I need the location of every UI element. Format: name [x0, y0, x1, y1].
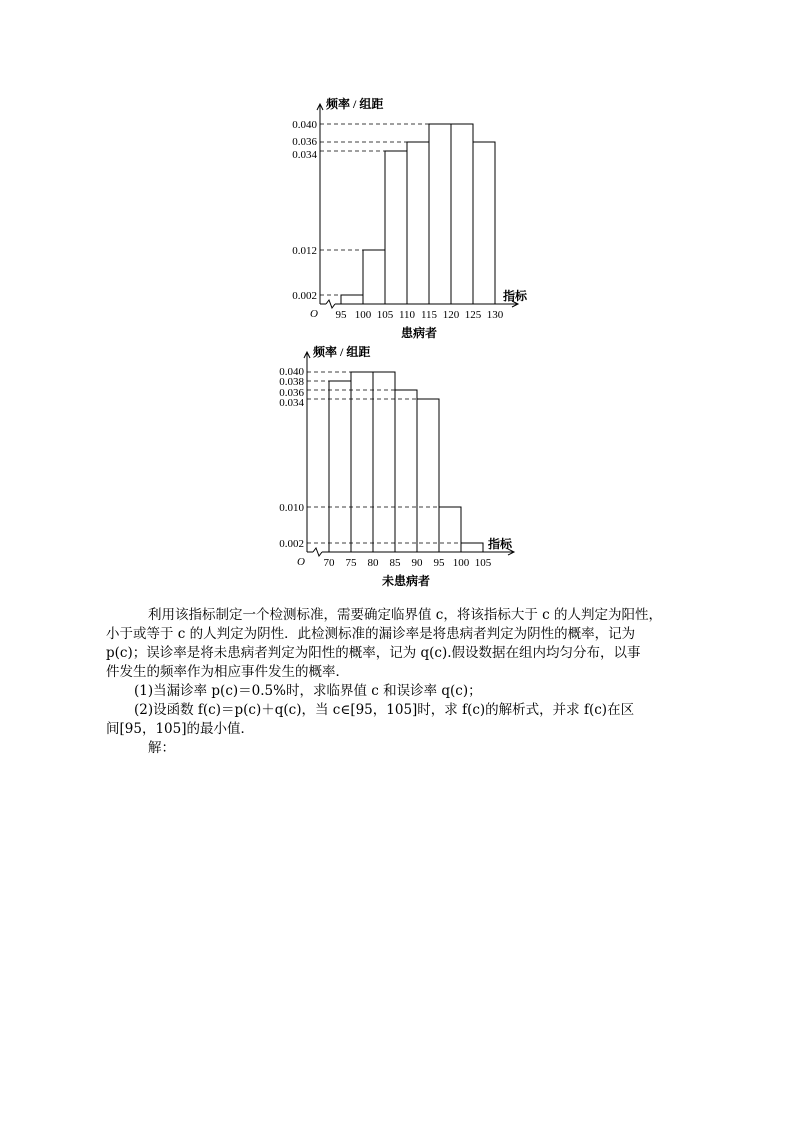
chart2-x-label: 指标: [488, 537, 513, 551]
paragraph-line-3: p(c)；误诊率是将未患病者判定为阳性的概率，记为 q(c).假设数据在组内均匀分布，以事: [106, 645, 641, 661]
chart2-bar: [395, 390, 417, 552]
question-2-line-1: (2)设函数 f(c)＝p(c)＋q(c)，当 c∈[95，105]时，求 f(c)的解析式，并求 f(c)在区: [134, 702, 635, 718]
chart1-axis-break: [326, 300, 335, 308]
chart2-y-tick-label: 0.002: [279, 538, 304, 550]
chart1-y-tick-label: 0.002: [292, 290, 317, 302]
chart2-x-tick-label: 80: [367, 557, 379, 569]
histogram-patients: [292, 96, 528, 340]
chart1-bar: [451, 124, 473, 304]
chart2-bar: [351, 372, 373, 552]
question-1: (1)当漏诊率 p(c)＝0.5%时，求临界值 c 和误诊率 q(c)；: [134, 683, 482, 699]
chart2-y-tick-label: 0.038: [279, 376, 304, 388]
chart2-x-tick-label: 100: [452, 557, 470, 569]
chart1-bar: [341, 295, 363, 304]
chart2-bar: [417, 399, 439, 552]
chart2-x-tick-label: 70: [323, 557, 335, 569]
chart2-bar: [329, 381, 351, 552]
chart2-bar: [439, 507, 461, 552]
chart1-x-tick-label: 95: [335, 309, 347, 321]
chart1-x-tick-label: 125: [464, 309, 482, 321]
chart1-y-tick-label: 0.034: [292, 149, 317, 161]
chart1-origin-label: O: [310, 308, 318, 320]
chart2-y-tick-label: 0.036: [279, 387, 304, 399]
chart1-x-tick-label: 115: [420, 309, 438, 321]
chart2-x-tick-label: 95: [433, 557, 445, 569]
chart1-x-tick-label: 100: [354, 309, 372, 321]
paragraph-line-1: 利用该指标制定一个检测标准，需要确定临界值 c，将该指标大于 c 的人判定为阳性，: [148, 607, 662, 623]
question-2-line-2: 间[95，105]的最小值．: [106, 721, 254, 737]
paragraph-line-2: 小于或等于 c 的人判定为阴性．此检测标准的漏诊率是将患病者判定为阴性的概率，记为: [106, 626, 636, 642]
chart2-y-tick-label: 0.040: [279, 366, 304, 378]
answer-label: 解：: [148, 740, 175, 756]
chart2-x-tick-label: 90: [411, 557, 423, 569]
chart2-y-tick-label: 0.010: [279, 502, 304, 514]
chart1-bar: [385, 151, 407, 304]
chart2-x-tick-label: 85: [389, 557, 401, 569]
chart2-y-tick-label: 0.034: [279, 397, 304, 409]
chart1-x-tick-label: 105: [376, 309, 394, 321]
chart2-y-label: 频率 / 组距: [313, 345, 371, 359]
chart2-x-tick-label: 105: [474, 557, 492, 569]
histogram-non-patients: [279, 344, 514, 588]
chart1-y-tick-label: 0.036: [292, 136, 317, 148]
chart1-x-label: 指标: [503, 289, 528, 303]
chart2-axis-break: [313, 548, 322, 556]
chart1-bar: [473, 142, 495, 304]
chart1-bar: [407, 142, 429, 304]
chart1-bar: [363, 250, 385, 304]
chart1-y-label: 频率 / 组距: [326, 97, 384, 111]
chart2-bar: [461, 543, 483, 552]
chart1-bar: [429, 124, 451, 304]
paragraph-line-4: 件发生的频率作为相应事件发生的概率．: [106, 664, 349, 680]
chart1-x-tick-label: 130: [486, 309, 504, 321]
chart2-title: 未患病者: [381, 574, 431, 588]
chart1-x-tick-label: 120: [442, 309, 460, 321]
chart1-title: 患病者: [400, 326, 438, 340]
chart2-x-tick-label: 75: [345, 557, 357, 569]
chart1-y-tick-label: 0.012: [292, 245, 317, 257]
chart1-y-tick-label: 0.040: [292, 119, 317, 131]
chart1-x-tick-label: 110: [398, 309, 416, 321]
chart2-origin-label: O: [297, 556, 305, 568]
